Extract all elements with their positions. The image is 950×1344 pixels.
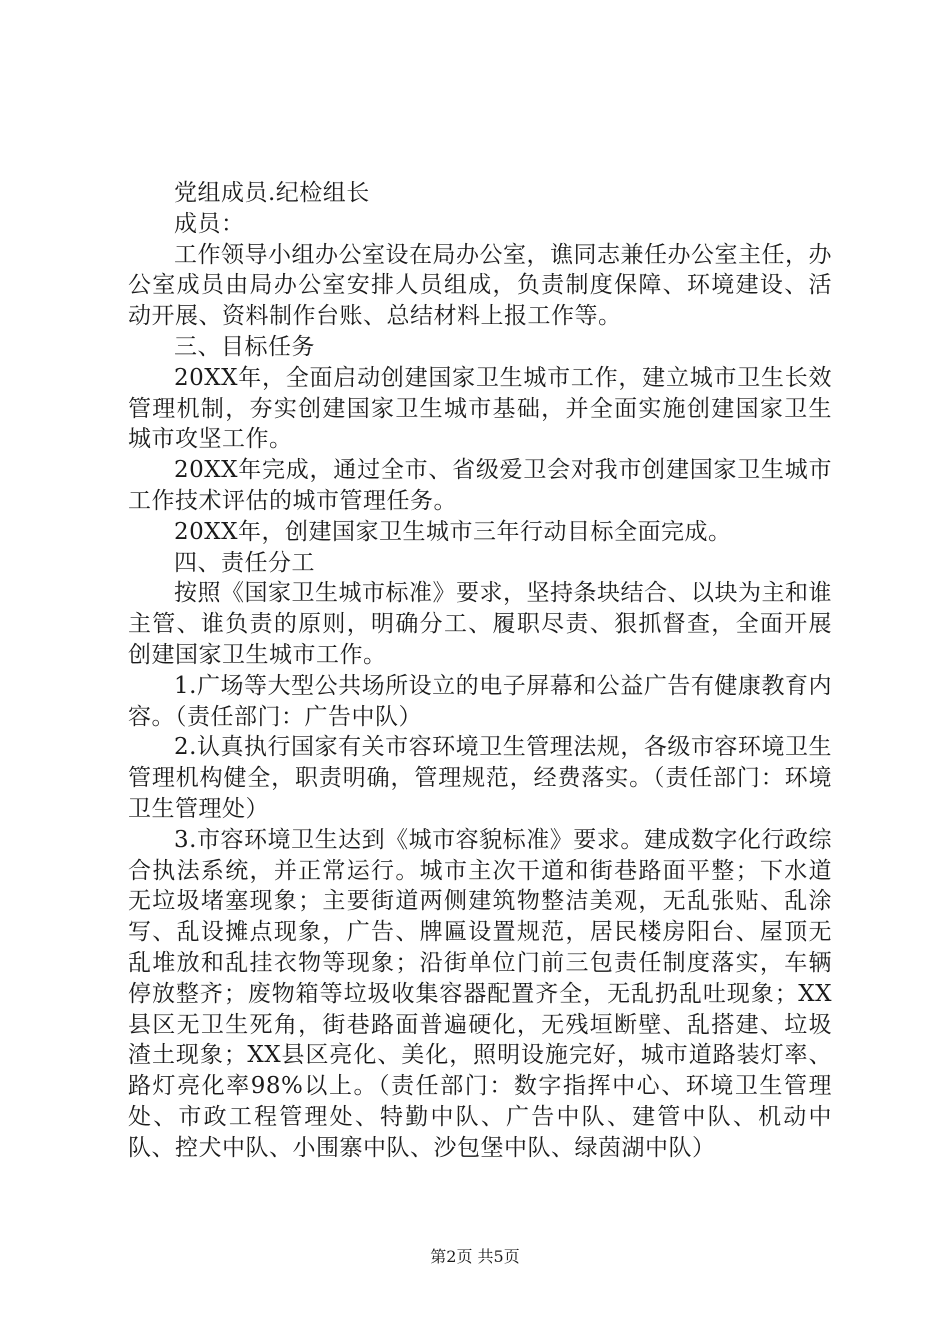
- paragraph-members-label: 成员：: [174, 210, 245, 237]
- paragraph-responsibility-intro: 按照《国家卫生城市标准》要求，坚持条块结合、以块为主和谁主管、谁负责的原则，明确分工、履职尽责、狠抓督查，全面开展创建国家卫生城市工作。: [128, 580, 832, 668]
- paragraph-goal-first-year: 20XX年，全面启动创建国家卫生城市工作，建立城市卫生长效管理机制，夯实创建国家卫生城市基础，并全面实施创建国家卫生城市攻坚工作。: [128, 364, 832, 453]
- section-heading-responsibilities: 四、责任分工: [174, 549, 315, 576]
- document-body: [128, 178, 832, 1164]
- paragraph-goal-second-year: 20XX年完成，通过全市、省级爱卫会对我市创建国家卫生城市工作技术评估的城市管理任务。: [128, 457, 832, 514]
- list-item-3: 3.市容环境卫生达到《城市容貌标准》要求。建成数字化行政综合执法系统，并正常运行。城市主次干道和街巷路面平整；下水道无垃圾堵塞现象；主要街道两侧建筑物整洁美观，无乱张贴、乱涂写、乱设摊点现象，广告、牌匾设置规范，居民楼房阳台、屋顶无乱堆放和乱挂衣物等现象；沿街单位门前三包责任制度落实，车辆停放整齐；废物箱等垃圾收集容器配置齐全，无乱扔乱吐现象；XX县区无卫生死角，街巷路面普遍硬化，无残垣断壁、乱搭建、垃圾渣土现象；XX县区亮化、美化，照明设施完好，城市道路装灯率、路灯亮化率98%以上。（责任部门：数字指挥中心、环境卫生管理处、市政工程管理处、特勤中队、广告中队、建管中队、机动中队、控犬中队、小围寨中队、沙包堡中队、绿茵湖中队）: [128, 826, 832, 1161]
- page-number-footer: 第2页 共5页: [430, 1247, 520, 1266]
- list-item-2: 2.认真执行国家有关市容环境卫生管理法规，各级市容环境卫生管理机构健全，职责明确，管理规范，经费落实。（责任部门：环境卫生管理处）: [128, 734, 832, 822]
- paragraph-role-discipline: 党组成员.纪检组长: [174, 180, 370, 206]
- list-item-1: 1.广场等大型公共场所设立的电子屏幕和公益广告有健康教育内容。（责任部门：广告中队）: [128, 672, 832, 730]
- paragraph-office-setup: 工作领导小组办公室设在局办公室，谯同志兼任办公室主任，办公室成员由局办公室安排人员组成，负责制度保障、环境建设、活动开展、资料制作台账、总结材料上报工作等。: [128, 241, 832, 330]
- paragraph-goal-third-year: 20XX年，创建国家卫生城市三年行动目标全面完成。: [174, 518, 732, 545]
- section-heading-goals: 三、目标任务: [174, 333, 315, 360]
